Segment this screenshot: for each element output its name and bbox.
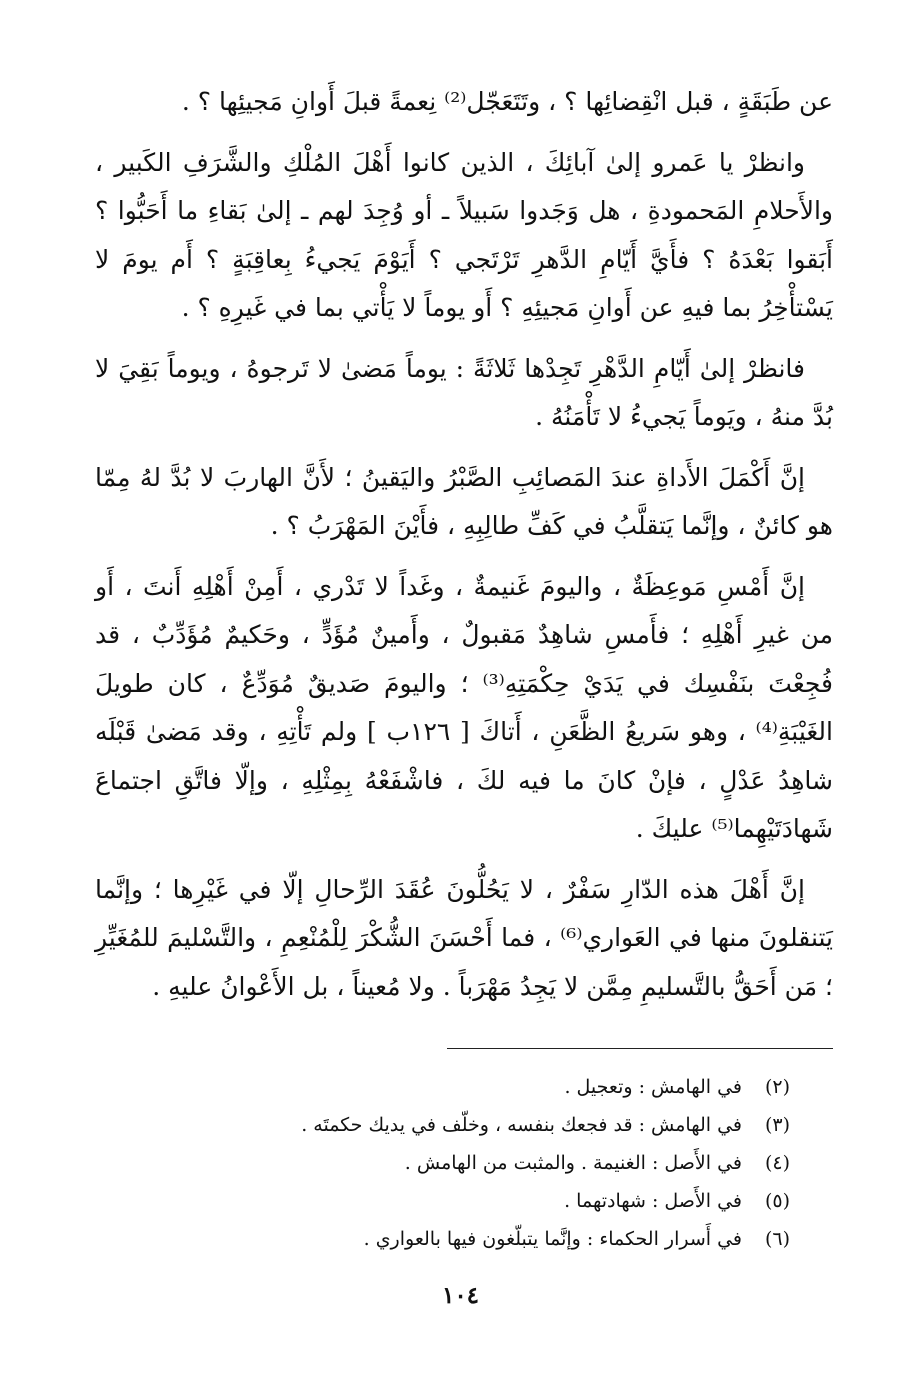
footnote-number: (٣) xyxy=(764,1114,790,1136)
footnote-separator xyxy=(447,1048,833,1049)
page-number: ١٠٤ xyxy=(441,1282,480,1309)
footnote-number: (٤) xyxy=(764,1152,790,1174)
footnotes xyxy=(200,1068,790,1258)
footnote-item xyxy=(200,1182,790,1220)
footnote-text: في الهامش : وتعجيل . xyxy=(564,1076,742,1098)
footnote-number: (٢) xyxy=(764,1076,790,1098)
paragraph: إنَّ أَكْمَلَ الأَداةِ عندَ المَصائِبِ الصَّبْرُ واليَقينُ ؛ لأَنَّ الهاربَ لا بُدَّ لهُ مِمّا هو كائنٌ ، وإنَّما يَتقلَّبُ في كَفِّ طالِبِهِ ، فأَيْنَ المَهْرَبُ ؟ . xyxy=(95,462,833,540)
footnote-item xyxy=(200,1220,790,1258)
paragraph: فانظرْ إلىٰ أَيّامِ الدَّهْرِ تَجِدْها ثَلاثَةً : يوماً مَضىٰ لا تَرجوهُ ، ويوماً بَقِيَ لا بُدَّ منهُ ، ويَوماً يَجيءُ لا تَأْمَنُهُ . xyxy=(95,353,833,431)
footnote-text: في الهامش : قد فجعك بنفسه ، وخلّف في يديك حكمتَه . xyxy=(301,1114,742,1136)
footnote-item xyxy=(200,1144,790,1182)
footnote-text: في الأَصل : شهادتهما . xyxy=(564,1190,742,1212)
main-text xyxy=(95,78,833,1023)
footnote-item xyxy=(200,1106,790,1144)
footnote-item xyxy=(200,1068,790,1106)
paragraph: إنَّ أَمْسِ مَوعِظَةٌ ، واليومَ غَنيمةٌ ، وغَداً لا تَدْري ، أَمِنْ أَهْلِهِ أَنتَ ، أَو من غيرِ أَهْلِهِ ؛ فأَمسِ شاهِدٌ مَقبولٌ ، وأَمينٌ مُؤَدٍّ ، وحَكيمٌ مُؤَدِّبٌ ، قد فُجِعْتَ بنَفْسِك في يَدَيْ حِكْمَتِهِ⁽³⁾ ؛ واليومَ صَديقٌ مُوَدِّعٌ ، كان طويلَ الغَيْبَةِ⁽⁴⁾ ، وهو سَريعُ الظَّعَنِ ، أَتاكَ [ ١٢٦ب ] ولم تَأْتِهِ ، وقد مَضىٰ قَبْلَه شاهِدُ عَدْلٍ ، فإنْ كانَ ما فيه لكَ ، فاشْفَعْهُ بِمِثْلِهِ ، وإلّا فاتَّقِ اجتماعَ شَهادَتَيْهِما⁽⁵⁾ عليكَ . xyxy=(95,571,833,843)
footnote-number: (٦) xyxy=(764,1228,790,1250)
footnote-number: (٥) xyxy=(764,1190,790,1212)
paragraph: إنَّ أَهْلَ هذه الدّارِ سَفْرٌ ، لا يَحُلُّونَ عُقَدَ الرِّحالِ إلّا في غَيْرِها ؛ وإنَّما يَتنقلونَ منها في العَواري⁽⁶⁾ ، فما أَحْسَنَ الشُّكْرَ لِلْمُنْعِمِ ، والتَّسْليمَ للمُغَيِّرِ ؛ مَن أَحَقُّ بالتَّسليمِ مِمَّن لا يَجِدُ مَهْرَباً . ولا مُعيناً ، بل الأَعْوانُ عليهِ . xyxy=(95,874,833,1001)
footnote-text: في أَسرار الحكماء : وإنَّما يتبلّغون فيها بالعواري . xyxy=(363,1228,742,1250)
footnote-text: في الأَصل : الغنيمة . والمثبت من الهامش . xyxy=(404,1152,742,1174)
paragraph: وانظرْ يا عَمرو إلىٰ آبائِكَ ، الذين كانوا أَهْلَ المُلْكِ والشَّرَفِ الكَبير ، والأَحلامِ المَحمودةِ ، هل وَجَدوا سَبيلاً ـ أو وُجِدَ لهم ـ إلىٰ بَقاءِ ما أَحَبُّوا ؟ أَبَقوا بَعْدَهُ ؟ فأَيَّ أَيّامِ الدَّهرِ تَرْتَجي ؟ أَيَوْمَ يَجيءُ بِعاقِبَةٍ ؟ أَم يومَ لا يَسْتأْخِرُ بما فيهِ عن أَوانِ مَجيئِهِ ؟ أَو يوماً لا يَأْتي بما في غَيرِهِ ؟ . xyxy=(95,147,833,322)
paragraph: عن طَبَقَةٍ ، قبل انْقِضائِها ؟ ، وتَتَعَجّل⁽²⁾ نِعمةً قبلَ أَوانِ مَجيئِها ؟ . xyxy=(181,87,833,116)
